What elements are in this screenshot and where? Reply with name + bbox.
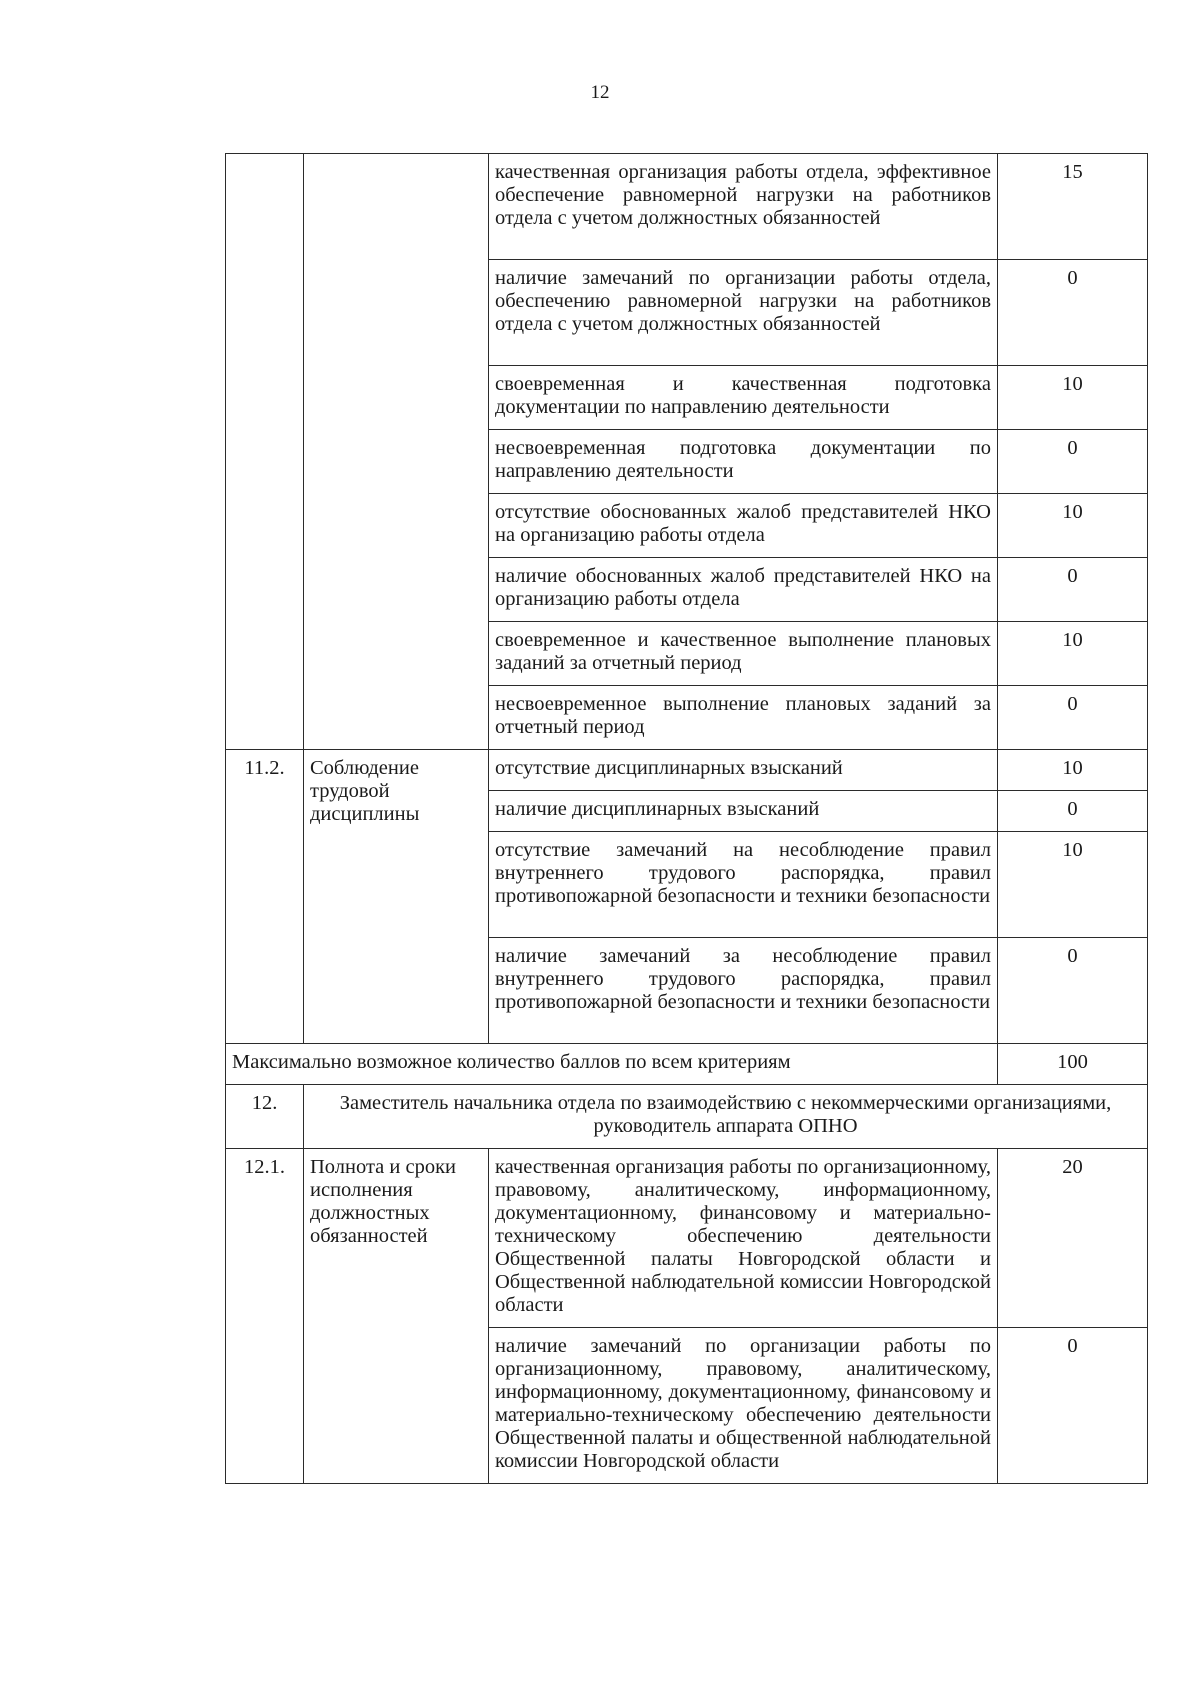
indicator-score: 0 (998, 791, 1148, 832)
page-number: 12 (590, 82, 610, 103)
criterion-name: Соблюдение трудовой дисциплины (304, 750, 489, 1044)
indicator-score: 0 (998, 686, 1148, 750)
total-label: Максимально возможное количество баллов по всем критериям (226, 1044, 998, 1085)
indicator-description: отсутствие обоснованных жалоб представителей НКО на организацию работы отдела (489, 494, 998, 558)
section-row (226, 1085, 1148, 1149)
section-title: Заместитель начальника отдела по взаимодействию с некоммерческими организациями, руководитель аппарата ОПНО (304, 1085, 1148, 1149)
indicator-score: 10 (998, 832, 1148, 938)
criterion-number: 11.2. (226, 750, 304, 1044)
total-score: 100 (998, 1044, 1148, 1085)
indicator-score: 0 (998, 938, 1148, 1044)
indicator-score: 0 (998, 1328, 1148, 1484)
criterion-name: Полнота и сроки исполнения должностных обязанностей (304, 1149, 489, 1484)
indicator-description: отсутствие замечаний на несоблюдение правил внутреннего трудового распорядка, правил противопожарной безопасности и техники безопасности (489, 832, 998, 938)
indicator-score: 0 (998, 260, 1148, 366)
indicator-description: своевременное и качественное выполнение плановых заданий за отчетный период (489, 622, 998, 686)
indicator-description: несвоевременная подготовка документации по направлению деятельности (489, 430, 998, 494)
criterion-number-cell (226, 154, 304, 750)
indicator-description: качественная организация работы отдела, эффективное обеспечение равномерной нагрузки на работников отдела с учетом должностных обязанностей (489, 154, 998, 260)
indicator-score: 10 (998, 366, 1148, 430)
indicator-score: 10 (998, 750, 1148, 791)
table-row (226, 1149, 1148, 1328)
total-row (226, 1044, 1148, 1085)
indicator-score: 20 (998, 1149, 1148, 1328)
indicator-description: наличие обоснованных жалоб представителей НКО на организацию работы отдела (489, 558, 998, 622)
indicator-description: наличие дисциплинарных взысканий (489, 791, 998, 832)
table-row (226, 154, 1148, 260)
indicator-score: 10 (998, 494, 1148, 558)
table-row (226, 750, 1148, 791)
indicator-description: качественная организация работы по организационному, правовому, аналитическому, информационному, документационному, финансовому и материально-техническому обеспечению деятельности Общественной палаты Новгородской области и Общественной наблюдательной комиссии Новгородской области (489, 1149, 998, 1328)
indicator-description: своевременная и качественная подготовка документации по направлению деятельности (489, 366, 998, 430)
indicator-description: наличие замечаний по организации работы по организационному, правовому, аналитическому, информационному, документационному, финансовому и материально-техническому обеспечению деятельности Общественной палаты и общественной наблюдательной комиссии Новгородской области (489, 1328, 998, 1484)
criterion-number: 12.1. (226, 1149, 304, 1484)
indicator-description: отсутствие дисциплинарных взысканий (489, 750, 998, 791)
indicator-description: наличие замечаний за несоблюдение правил внутреннего трудового распорядка, правил противопожарной безопасности и техники безопасности (489, 938, 998, 1044)
criterion-name-cell (304, 154, 489, 750)
indicator-description: наличие замечаний по организации работы отдела, обеспечению равномерной нагрузки на работников отдела с учетом должностных обязанностей (489, 260, 998, 366)
section-number: 12. (226, 1085, 304, 1149)
indicator-score: 15 (998, 154, 1148, 260)
indicator-score: 10 (998, 622, 1148, 686)
criteria-table (225, 153, 1148, 1484)
indicator-description: несвоевременное выполнение плановых заданий за отчетный период (489, 686, 998, 750)
indicator-score: 0 (998, 430, 1148, 494)
indicator-score: 0 (998, 558, 1148, 622)
